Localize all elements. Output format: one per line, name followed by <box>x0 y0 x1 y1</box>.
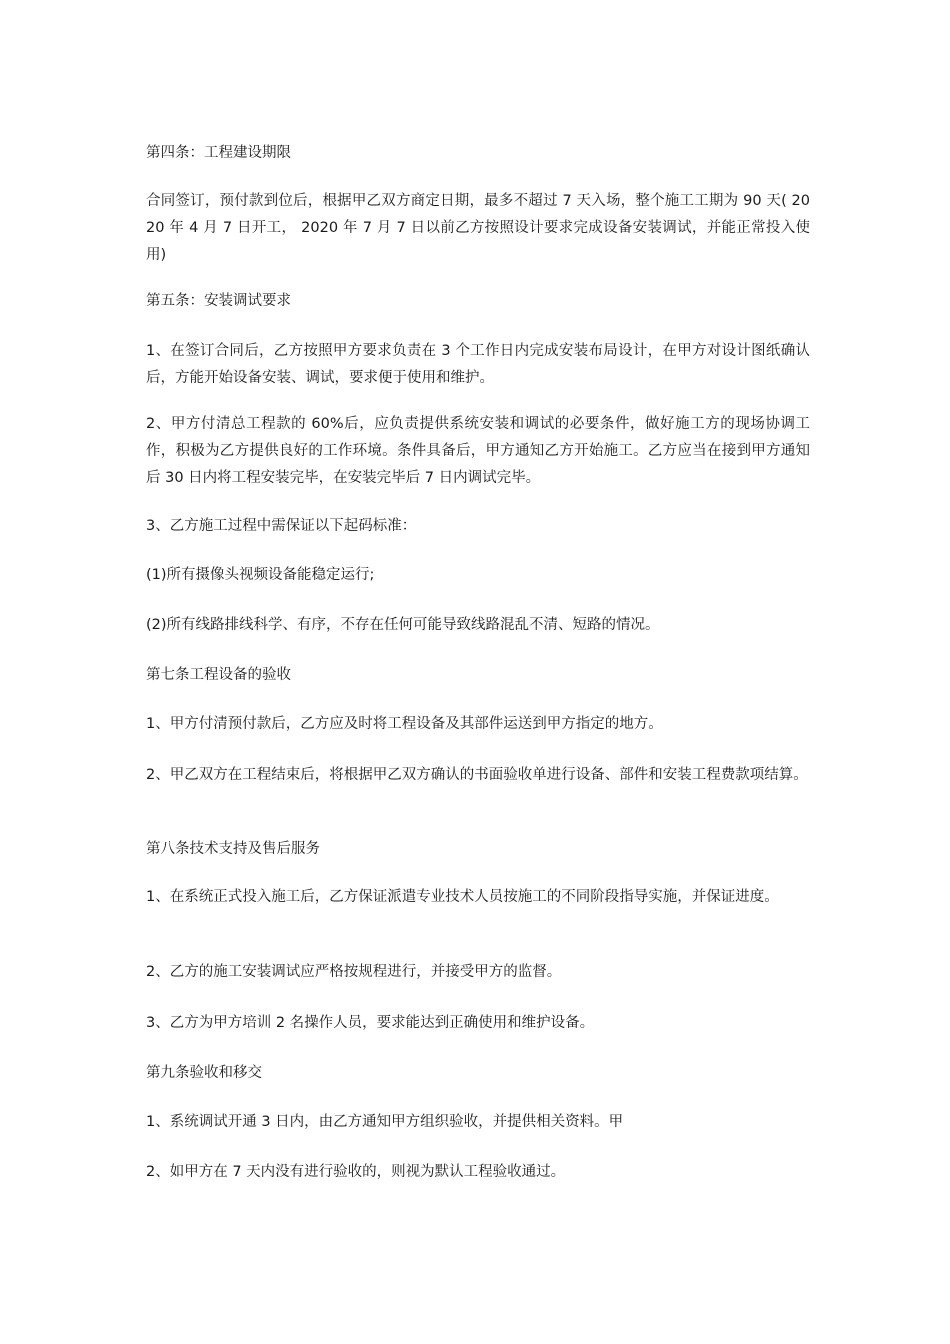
article5-item-1: 1、在签订合同后，乙方按照甲方要求负责在 3 个工作日内完成安装布局设计，在甲方对设计图纸确认后，方能开始设备安装、调试，要求便于使用和维护。 <box>146 343 810 386</box>
article5-sub-1: (1)所有摄像头视频设备能稳定运行; <box>146 567 375 583</box>
article5-item-3: 3、乙方施工过程中需保证以下起码标准： <box>146 518 417 534</box>
article7-item-2: 2、甲乙双方在工程结束后，将根据甲乙双方确认的书面验收单进行设备、部件和安装工程费款项结算。 <box>146 767 808 783</box>
article8-heading: 第八条技术支持及售后服务 <box>146 841 320 857</box>
article5-sub-2: (2)所有线路排线科学、有序，不存在任何可能导致线路混乱不清、短路的情况。 <box>146 617 660 633</box>
article4-heading: 第四条：工程建设期限 <box>146 145 291 161</box>
article9-item-1: 1、系统调试开通 3 日内，由乙方通知甲方组织验收，并提供相关资料。甲 <box>146 1114 624 1130</box>
article8-item-3: 3、乙方为甲方培训 2 名操作人员，要求能达到正确使用和维护设备。 <box>146 1015 595 1031</box>
article9-heading: 第九条验收和移交 <box>146 1065 262 1081</box>
article8-item-2: 2、乙方的施工安装调试应严格按规程进行，并接受甲方的监督。 <box>146 964 562 980</box>
article5-item-2: 2、甲方付清总工程款的 60%后，应负责提供系统安装和调试的必要条件，做好施工方的现场协调工作，积极为乙方提供良好的工作环境。条件具备后，甲方通知乙方开始施工。乙方应当在接到甲方通知后 30 日内将工程安装完毕，在安装完毕后 7 日内调试完毕。 <box>146 416 810 486</box>
article4-text: 合同签订，预付款到位后，根据甲乙双方商定日期，最多不超过 7 天入场，整个施工工期为 90 天( 2020 年 4 月 7 日开工， 2020 年 7 月 7 日以前乙方按照设计要求完成设备安装调试，并能正常投入使用) <box>146 193 810 263</box>
article7-heading: 第七条工程设备的验收 <box>146 667 291 683</box>
article5-heading: 第五条：安装调试要求 <box>146 293 291 309</box>
article9-item-2: 2、如甲方在 7 天内没有进行验收的，则视为默认工程验收通过。 <box>146 1164 566 1180</box>
article8-item-1: 1、在系统正式投入施工后，乙方保证派遣专业技术人员按施工的不同阶段指导实施，并保证进度。 <box>146 889 779 905</box>
article7-item-1: 1、甲方付清预付款后，乙方应及时将工程设备及其部件运送到甲方指定的地方。 <box>146 716 663 732</box>
